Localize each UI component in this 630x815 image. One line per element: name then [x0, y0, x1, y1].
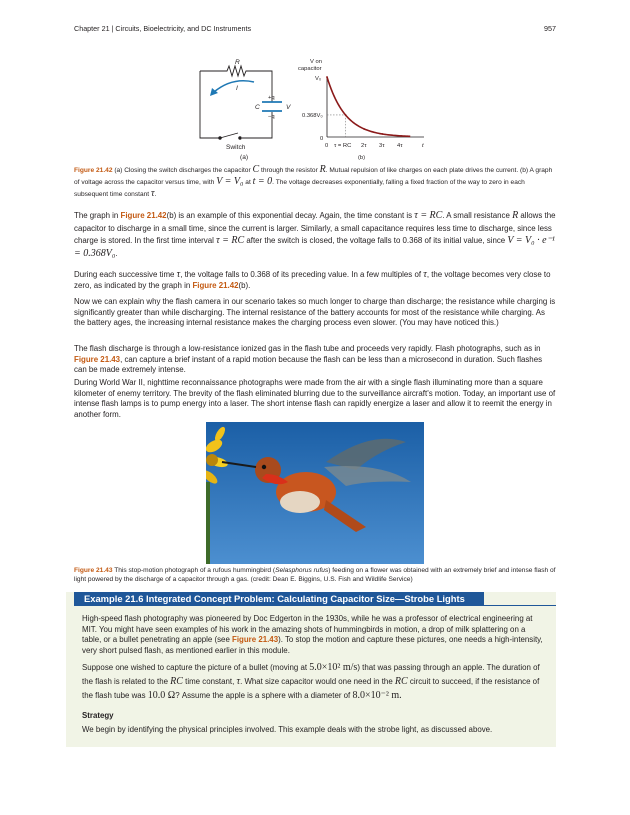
figure-link[interactable]: Figure 21.43: [232, 635, 279, 645]
x-tick-4tau: 4τ: [397, 143, 403, 149]
strategy-text: We begin by identifying the physical principles involved. This example deals with the strobe light, as discussed above.: [82, 725, 493, 734]
switch-label: Switch: [226, 144, 246, 151]
text: (b) is an example of this exponential decay. Again, the time constant is: [166, 211, 415, 220]
caption-label: Figure 21.42: [74, 167, 113, 174]
equation: 5.0×10² m/s: [309, 662, 358, 673]
graph-y-title-2: capacitor: [298, 66, 322, 72]
strategy-heading: Strategy: [82, 711, 114, 720]
decay-curve: [327, 77, 410, 136]
x-tick-2tau: 2τ: [361, 143, 367, 149]
text: , the voltage falls to 0.368 of its preceding value. In a few multiples of: [180, 270, 424, 279]
x-tick-tau: τ = RC: [334, 143, 352, 149]
figure-link[interactable]: Figure 21.42: [120, 211, 167, 220]
voltage-label: V: [286, 104, 291, 111]
equation: τ = RC: [216, 235, 245, 247]
symbol-tau: τ: [150, 188, 155, 199]
current-label: I: [236, 85, 238, 92]
chapter-title: Chapter 21 | Circuits, Bioelectricity, and DC Instruments: [74, 24, 252, 33]
resistor-wire: [200, 66, 272, 102]
symbol-RC: RC: [394, 676, 408, 687]
graph-y-title-1: V on: [310, 59, 322, 65]
panel-a-label: (a): [240, 154, 249, 161]
equation: 10.0 Ω: [147, 690, 176, 701]
species-name: Selasphorus rufus: [275, 567, 329, 574]
symbol-tau: τ: [176, 269, 181, 280]
minus-q-label: −q: [268, 114, 275, 120]
decay-points: [326, 76, 402, 137]
text: High-speed flash photography was pioneered by Doc Edgerton in the 1930s, while he was a professor of electrical engineering at MIT. You might have seen examples of his work in the amazing shots of hummingbirds in motion, a drop of milk splattering on a table, or a bullet penetrating an apple (see: [82, 614, 533, 645]
example-title-rule: [484, 605, 556, 606]
figure-21-42-caption: [74, 164, 556, 200]
figure-21-42: [192, 52, 442, 164]
text: The flash discharge is through a low-resistance ionized gas in the flash tube and proceeds very rapidly. Flash photographs, such as in: [74, 344, 541, 353]
caption-text: ) feeding on a flower was obtained with an extremely brief and intense flash of light powered by the discharge of a capacitor through a gas. (credit: Dean E. Biggins, U.S. Fish and Wildlife Service): [74, 567, 556, 583]
text: . What size capacitor would one need in the: [240, 677, 395, 686]
symbol-tau: τ: [236, 676, 241, 687]
equation: t = 0: [252, 176, 273, 187]
plus-q-label: +q: [268, 95, 275, 101]
text: after the switch is closed, the voltage falls to 0.368 of its initial value, since: [244, 236, 508, 246]
paragraph: Now we can explain why the flash camera in our scenario takes so much longer to charge than discharge; the resistance while charging is significantly greater than while discharging. The internal resistance of the battery accounts for most of the resistance while charging. As the battery ages, the increasing internal resistance makes the charging process even slower. (You may have noticed this.): [74, 297, 556, 328]
page-number: 957: [544, 24, 556, 33]
page-header: [74, 24, 556, 33]
equation: 8.0×10⁻² m.: [352, 690, 402, 701]
voltage-graph: [298, 59, 424, 161]
y-tick-zero: 0: [320, 136, 324, 142]
current-arrow: [214, 81, 254, 92]
equation: V = V₀ · e⁻¹ = 0.368V₀: [74, 235, 555, 259]
resistor-label: R: [235, 59, 240, 66]
text: allows the capacitor to discharge in a small time, since the current is larger. Similarly, a small capacitance requires less time to discharge, since less charge is stored. In the first time interval: [74, 211, 556, 246]
equation: τ = RC: [414, 210, 443, 221]
symbol-RC: RC: [170, 676, 183, 687]
caption-text: at: [243, 179, 253, 186]
paragraph: During World War II, nighttime reconnaissance photographs were made from the air with a single flash illuminating more than a square kilometer of enemy territory. The brevity of the flash eliminated blurring due to the surveillance aircraft's motion. Today, an important use of intense flash lamps is to pump energy into a laser. The short intense flash can rapidly energize a laser and allow it to reemit the energy in another form.: [74, 378, 556, 419]
caption-text: . Mutual repulsion of like charges on each plate drives the current. (b) A graph of voltage across the capacitor versus time, with: [74, 167, 553, 186]
y-tick-v0: V₀: [315, 76, 322, 82]
paragraph: [74, 270, 556, 291]
text: During each successive time: [74, 270, 177, 279]
x-tick-0: 0: [325, 143, 329, 149]
caption-text: (a) Closing the switch discharges the capacitor: [112, 167, 253, 174]
example-paragraph: [82, 614, 544, 656]
data-point-0: [326, 76, 328, 78]
text: time constant,: [182, 677, 237, 686]
text: Suppose one wished to capture the picture of a bullet (moving at: [82, 663, 310, 672]
circuit-diagram: [200, 66, 272, 139]
figure-21-43-caption: [74, 566, 556, 584]
symbol-R: R: [319, 164, 326, 175]
figure-link[interactable]: Figure 21.42: [192, 280, 239, 290]
paragraph: [74, 210, 556, 260]
text: .: [115, 248, 118, 258]
switch-lever: [220, 133, 238, 138]
data-point-1: [345, 114, 347, 116]
example-title: Example 21.6 Integrated Concept Problem: Calculating Capacitor Size—Strobe Lights: [74, 592, 484, 606]
caption-text: This stop-motion photograph of a rufous hummingbird (: [112, 567, 276, 574]
data-point-2: [363, 128, 365, 130]
capacitance-label: C: [255, 104, 260, 111]
symbol-C: C: [252, 164, 260, 175]
equation: V = V₀: [216, 176, 244, 187]
text: ? Assume the apple is a sphere with a diameter of: [175, 691, 353, 700]
text: , can capture a brief instant of a rapid motion because the flash can be less than a microsecond in duration. Such flashes can be made extremely intense.: [74, 354, 543, 375]
symbol-R: R: [512, 210, 519, 221]
text: . A small resistance: [442, 211, 513, 220]
caption-text: . The voltage decreases exponentially, falling a fixed fraction of the way to zero in each subsequent time constant: [74, 179, 525, 198]
left-wire: [200, 71, 220, 138]
text: , the voltage becomes very close to zero, as indicated by the graph in: [74, 270, 551, 290]
text: ) that was passing through an apple. The duration of the flash is related to the: [82, 663, 540, 686]
figure-link[interactable]: Figure 21.43: [74, 354, 121, 364]
x-tick-3tau: 3τ: [379, 143, 385, 149]
data-point-4: [400, 135, 402, 137]
text: circuit to succeed, if the resistance of the flash tube was: [82, 677, 540, 700]
hummingbird-photo: [206, 422, 424, 564]
caption-text: through the resistor: [259, 167, 320, 174]
caption-text: .: [154, 191, 157, 198]
text: ). To stop the motion and capture these pictures, one needs a high-intensity, very short pulsed flash, as mentioned earlier in this module.: [82, 635, 543, 655]
paragraph: [74, 344, 556, 376]
x-axis-label-t: t: [422, 143, 424, 149]
example-paragraph: [82, 661, 544, 703]
caption-label: Figure 21.43: [74, 567, 113, 574]
text: (b).: [238, 280, 251, 290]
symbol-tau: τ: [423, 269, 427, 280]
y-tick-368: 0.368V₀: [302, 113, 323, 119]
data-point-3: [382, 133, 384, 135]
text: The graph in: [74, 211, 121, 220]
panel-b-label: (b): [358, 155, 366, 161]
